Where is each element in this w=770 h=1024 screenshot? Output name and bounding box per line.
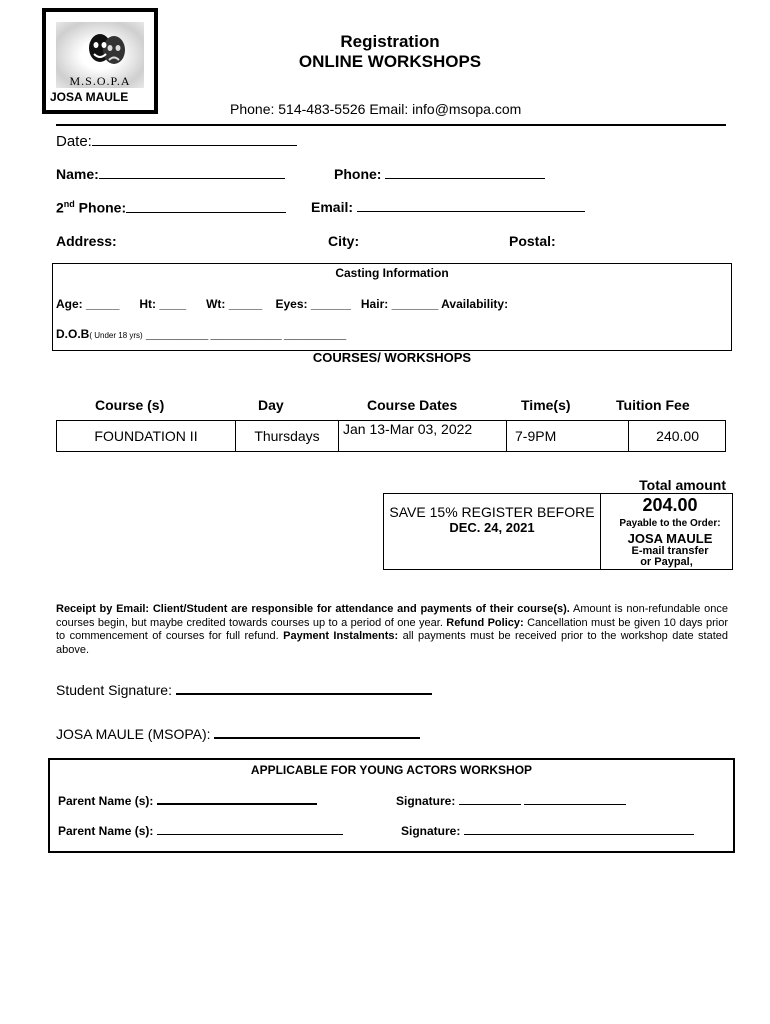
logo-name: JOSA MAULE bbox=[50, 90, 129, 104]
dob-field[interactable] bbox=[56, 327, 346, 341]
header-time: Time(s) bbox=[521, 397, 571, 413]
parent-name2-line[interactable] bbox=[157, 834, 343, 835]
address-label[interactable]: Address: bbox=[56, 233, 117, 249]
header-divider bbox=[56, 124, 726, 126]
casting-title: Casting Information bbox=[335, 266, 449, 280]
student-signature-label: Student Signature: bbox=[56, 682, 172, 698]
time-cell: 7-9PM bbox=[507, 421, 629, 452]
weight-field[interactable]: Wt: _____ bbox=[206, 297, 263, 311]
title-line1: Registration bbox=[340, 32, 440, 51]
parent-name1-field[interactable] bbox=[58, 794, 317, 808]
signature2-line[interactable] bbox=[464, 834, 694, 835]
second-phone-num: 2 bbox=[56, 199, 64, 216]
phone-field[interactable] bbox=[334, 166, 545, 182]
name-line[interactable] bbox=[99, 178, 285, 179]
terms-instalments-label: Payment Instalments: bbox=[283, 630, 399, 642]
second-phone-sup: nd bbox=[63, 199, 75, 209]
payable-to: Payable to the Order: bbox=[619, 518, 721, 529]
header-course: Course (s) bbox=[95, 397, 165, 413]
promo-line2: DEC. 24, 2021 bbox=[449, 520, 535, 535]
terms-receipt: Receipt by Email: Client/Student are responsible for attendance and payments of their course(s). bbox=[56, 603, 570, 615]
parent-name1-label: Parent Name (s): bbox=[58, 794, 154, 808]
email-label: Email: bbox=[311, 199, 354, 215]
logo-background bbox=[56, 22, 144, 88]
terms-text3: all payments must be received prior to the workshop date stated above. bbox=[56, 630, 728, 656]
height-field[interactable]: Ht: ____ bbox=[139, 297, 187, 311]
casting-fields[interactable] bbox=[56, 297, 508, 311]
promo-line1: SAVE 15% REGISTER BEFORE bbox=[389, 504, 595, 520]
name-label: Name: bbox=[56, 166, 99, 182]
dob-label: D.O.B bbox=[56, 327, 90, 341]
header-day: Day bbox=[258, 397, 284, 413]
availability-field[interactable]: Availability: bbox=[441, 297, 509, 311]
terms-text2: Cancellation must be given 10 days prior to commencement of courses for full refund. bbox=[56, 616, 728, 642]
table-row bbox=[57, 421, 726, 452]
day-cell: Thursdays bbox=[236, 421, 339, 452]
logo-acronym: M.S.O.P.A bbox=[69, 74, 131, 88]
josa-signature-label: JOSA MAULE (MSOPA): bbox=[56, 726, 211, 742]
signature1-line-b[interactable] bbox=[524, 804, 626, 805]
payee: JOSA MAULE bbox=[627, 531, 713, 546]
student-signature-field[interactable] bbox=[56, 682, 432, 698]
date-line[interactable] bbox=[92, 145, 297, 146]
city-label[interactable]: City: bbox=[328, 233, 360, 249]
header-dates: Course Dates bbox=[367, 397, 458, 413]
payment-method2: or Paypal, bbox=[640, 556, 693, 568]
title-line2: ONLINE WORKSHOPS bbox=[298, 52, 482, 71]
courses-heading: COURSES/ WORKSHOPS bbox=[312, 350, 472, 365]
eyes-field[interactable]: Eyes: ______ bbox=[275, 297, 351, 311]
terms-refund-label: Refund Policy: bbox=[446, 616, 524, 629]
hair-field[interactable]: Hair: _______ bbox=[360, 297, 439, 311]
signature2-label: Signature: bbox=[401, 824, 461, 838]
josa-signature-line[interactable] bbox=[214, 737, 420, 739]
fee-cell: 240.00 bbox=[629, 421, 726, 452]
terms-text1: Amount is non-refundable once courses begin, but maybe credited towards courses up to a period of one year. bbox=[56, 603, 728, 629]
total-amount: 204.00 bbox=[642, 495, 698, 515]
terms-paragraph bbox=[56, 603, 728, 657]
contact-info: Phone: 514-483-5526 Email: info@msopa.com bbox=[230, 101, 522, 117]
date-label: Date: bbox=[56, 133, 92, 150]
date-field[interactable] bbox=[56, 133, 297, 150]
parent-name2-field[interactable] bbox=[58, 824, 343, 838]
total-label: Total amount bbox=[639, 477, 726, 493]
payment-method1: E-mail transfer bbox=[631, 545, 709, 557]
second-phone-label: Phone: bbox=[74, 199, 127, 216]
dob-lines[interactable]: ______________ ________________ ______________ bbox=[146, 331, 347, 340]
signature1-line-a[interactable] bbox=[459, 804, 521, 805]
phone-line[interactable] bbox=[385, 178, 545, 179]
course-cell: FOUNDATION II bbox=[57, 421, 236, 452]
age-field[interactable]: Age: _____ bbox=[56, 297, 120, 311]
signature1-field[interactable] bbox=[396, 794, 626, 808]
dob-note: ( Under 18 yrs) bbox=[89, 331, 143, 340]
header-fee: Tuition Fee bbox=[616, 397, 690, 413]
signature2-field[interactable] bbox=[401, 824, 694, 838]
name-field[interactable] bbox=[56, 166, 285, 182]
second-phone-field[interactable] bbox=[56, 199, 286, 216]
parent-name1-line[interactable] bbox=[157, 803, 317, 805]
email-line[interactable] bbox=[357, 211, 585, 212]
second-phone-line[interactable] bbox=[126, 212, 286, 213]
young-actors-title: APPLICABLE FOR YOUNG ACTORS WORKSHOP bbox=[250, 763, 533, 777]
email-field[interactable] bbox=[311, 199, 585, 215]
dates-cell: Jan 13-Mar 03, 2022 bbox=[339, 421, 507, 452]
msopa-logo bbox=[42, 8, 158, 114]
phone-label: Phone: bbox=[334, 166, 382, 182]
postal-label[interactable]: Postal: bbox=[509, 233, 556, 249]
theatre-masks-icon bbox=[84, 30, 130, 70]
student-signature-line[interactable] bbox=[176, 693, 432, 695]
signature1-label: Signature: bbox=[396, 794, 456, 808]
parent-name2-label: Parent Name (s): bbox=[58, 824, 154, 838]
courses-table bbox=[56, 420, 726, 452]
josa-signature-field[interactable] bbox=[56, 726, 420, 742]
